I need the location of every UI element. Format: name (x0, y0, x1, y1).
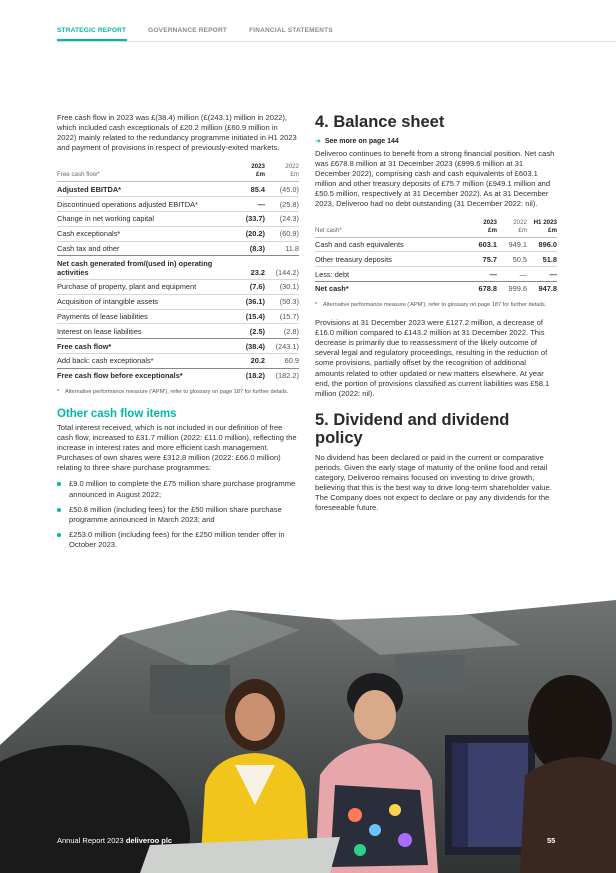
row-label: Payments of lease liabilities (57, 309, 231, 324)
row-label: Adjusted EBITDA* (57, 182, 231, 197)
value-2022: (45.0) (265, 182, 299, 197)
table-row (315, 252, 557, 267)
row-label: Net cash generated from/(used in) operating activities (57, 256, 231, 280)
value-2023: 678.8 (467, 281, 497, 295)
value-2023: — (231, 197, 265, 212)
value-h1-2023: 896.0 (527, 237, 557, 252)
other-cash-flow-text: Total interest received, which is not included in our definition of free cash flow, increased to £31.7 million (2022: £11.0 million), reflecting the increase in interest rates and more efficient cash management. Purchases of own shares were £312.8 million (2022: £66.0 million) relating to three share purchase programmes: (57, 422, 297, 473)
table-header-2022: 2022 £m (265, 162, 299, 182)
row-label: Free cash flow before exceptionals* (57, 368, 231, 382)
tab-strategic-report[interactable]: STRATEGIC REPORT (57, 27, 127, 34)
value-2023: (38.4) (231, 339, 265, 354)
row-label: Add back: cash exceptionals* (57, 353, 231, 368)
dividend-heading: 5. Dividend and dividend policy (315, 410, 510, 447)
value-2022: 999.6 (497, 281, 527, 295)
value-2022: 60.9 (265, 353, 299, 368)
value-2023: (7.6) (231, 280, 265, 295)
table-row (57, 339, 299, 354)
value-2023: 75.7 (467, 252, 497, 267)
list-item: £253.0 million (including fees) for the £250 million tender offer in October 2023. (57, 530, 299, 550)
table-header-row (315, 218, 557, 238)
value-2022: (2.8) (265, 324, 299, 339)
value-2023: — (467, 267, 497, 282)
value-2022: (24.3) (265, 211, 299, 226)
value-2022: (182.2) (265, 368, 299, 382)
table-header-2023: 2023 £m (467, 218, 497, 238)
value-2023: (18.2) (231, 368, 265, 382)
table-header-row (57, 162, 299, 182)
value-2022: (243.1) (265, 339, 299, 354)
footer-report-label: Annual Report 2023 deliveroo plc (57, 836, 173, 845)
value-2022: 11.8 (265, 241, 299, 256)
table-header-label: Net cash* (315, 218, 467, 238)
left-column (57, 113, 299, 555)
value-h1-2023: — (527, 267, 557, 282)
table-row (57, 182, 299, 197)
table-row (57, 280, 299, 295)
table-row (57, 309, 299, 324)
tab-financial-statements[interactable]: FINANCIAL STATEMENTS (249, 27, 333, 34)
row-label: Interest on lease liabilities (57, 324, 231, 339)
free-cash-flow-footnote: * Alternative performance measure ('APM'), refer to glossary on page 187 for further details. (57, 388, 289, 395)
see-more-link[interactable]: ➜ See more on page 144 (315, 137, 399, 145)
table-header-h1-2023: H1 2023 £m (527, 218, 557, 238)
photo-illustration (0, 575, 616, 873)
value-2022: (144.2) (265, 256, 299, 280)
value-2023: (20.2) (231, 226, 265, 241)
list-item: £50.8 million (including fees) for the £50 million share purchase programme announced in March 2023; and (57, 505, 299, 525)
office-photo (0, 575, 616, 873)
tab-governance-report[interactable]: GOVERNANCE REPORT (148, 27, 228, 34)
value-2022: 50.5 (497, 252, 527, 267)
free-cash-flow-table (57, 162, 299, 382)
table-row (57, 368, 299, 382)
value-2023: (15.4) (231, 309, 265, 324)
balance-sheet-heading: 4. Balance sheet (315, 113, 445, 131)
table-row (57, 256, 299, 280)
row-label: Change in net working capital (57, 211, 231, 226)
bullet-dot-icon (57, 482, 61, 486)
value-2022: (60.9) (265, 226, 299, 241)
table-row (57, 226, 299, 241)
table-row (57, 211, 299, 226)
value-2022: (30.1) (265, 280, 299, 295)
table-row (57, 294, 299, 309)
net-cash-table (315, 218, 557, 296)
nav-divider (57, 41, 616, 42)
value-2023: (33.7) (231, 211, 265, 226)
value-2022: — (497, 267, 527, 282)
table-row (57, 353, 299, 368)
table-row (315, 237, 557, 252)
list-item: £9.0 million to complete the £75 million share purchase programme announced in August 2022; (57, 479, 299, 499)
dividend-text: No dividend has been declared or paid in the current or comparative periods. Given the early stage of maturity of the online food and retail category, Deliveroo remains focused on investing to drive growth, believing that this is the best way to drive long-term shareholder value. The Company does not expect to declare or pay any dividends for the foreseeable future. (315, 452, 552, 513)
value-2022: (25.8) (265, 197, 299, 212)
table-row (57, 241, 299, 256)
value-2023: (36.1) (231, 294, 265, 309)
row-label: Purchase of property, plant and equipment (57, 280, 231, 295)
row-label: Acquisition of intangible assets (57, 294, 231, 309)
row-label: Cash and cash equivalents (315, 237, 467, 252)
value-2023: (8.3) (231, 241, 265, 256)
right-column (315, 113, 557, 513)
value-2023: 603.1 (467, 237, 497, 252)
table-row (315, 267, 557, 282)
net-cash-footnote: * Alternative performance measure ('APM'), refer to glossary on page 187 for further details. (315, 301, 547, 308)
row-label: Free cash flow* (57, 339, 231, 354)
other-cash-flow-heading: Other cash flow items (57, 407, 177, 420)
table-row (57, 324, 299, 339)
row-label: Cash exceptionals* (57, 226, 231, 241)
value-2022: (15.7) (265, 309, 299, 324)
table-row (315, 281, 557, 295)
bullet-dot-icon (57, 508, 61, 512)
row-label: Net cash* (315, 281, 467, 295)
table-row (57, 197, 299, 212)
value-2023: 85.4 (231, 182, 265, 197)
row-label: Other treasury deposits (315, 252, 467, 267)
row-label: Discontinued operations adjusted EBITDA* (57, 197, 231, 212)
provisions-text: Provisions at 31 December 2023 were £127.2 million, a decrease of £16.0 million compared to £143.2 million at 31 December 2022. This decrease is primarily due to reassessment of the likely outcome of several legal and regulatory proceedings, resulting in the reduction of some provisions, partially offset by the recognition of additional amounts related to other updated or new matters elsewhere. At year end, the portion of provisions classified as current liabilities was £58.1 million (2022: nil). (315, 318, 550, 398)
share-programme-list (57, 479, 299, 550)
value-h1-2023: 947.8 (527, 281, 557, 295)
value-h1-2023: 51.8 (527, 252, 557, 267)
page-number: 55 (547, 836, 556, 845)
row-label: Less: debt (315, 267, 467, 282)
value-2023: 23.2 (231, 256, 265, 280)
arrow-right-icon: ➜ (315, 138, 321, 145)
free-cash-flow-intro: Free cash flow in 2023 was £(38.4) million (£(243.1) million in 2022), which included cash exceptionals of £20.2 million (£60.9 million in 2022) mainly related to the redundancy programme initiated in H1 2023 and payment of provisions in respect of previously-exited markets. (57, 113, 297, 153)
table-header-2023: 2023 £m (231, 162, 265, 182)
table-header-2022: 2022 £m (497, 218, 527, 238)
value-2022: 949.1 (497, 237, 527, 252)
table-header-label: Free cash flow* (57, 162, 231, 182)
value-2023: (2.5) (231, 324, 265, 339)
value-2023: 20.2 (231, 353, 265, 368)
bullet-dot-icon (57, 533, 61, 537)
balance-sheet-text: Deliveroo continues to benefit from a strong financial position. Net cash was £678.8 million at 31 December 2023 (£999.6 million at 31 December 2022), comprising cash and cash equivalents of £603.1 million and other treasury deposits of £75.7 million (£949.1 million and £50.5 million, respectively at 31 December 2022). As at 31 December 2023, Deliveroo had no debt outstanding (31 December 2022: nil). (315, 149, 555, 209)
value-2022: (50.3) (265, 294, 299, 309)
row-label: Cash tax and other (57, 241, 231, 256)
